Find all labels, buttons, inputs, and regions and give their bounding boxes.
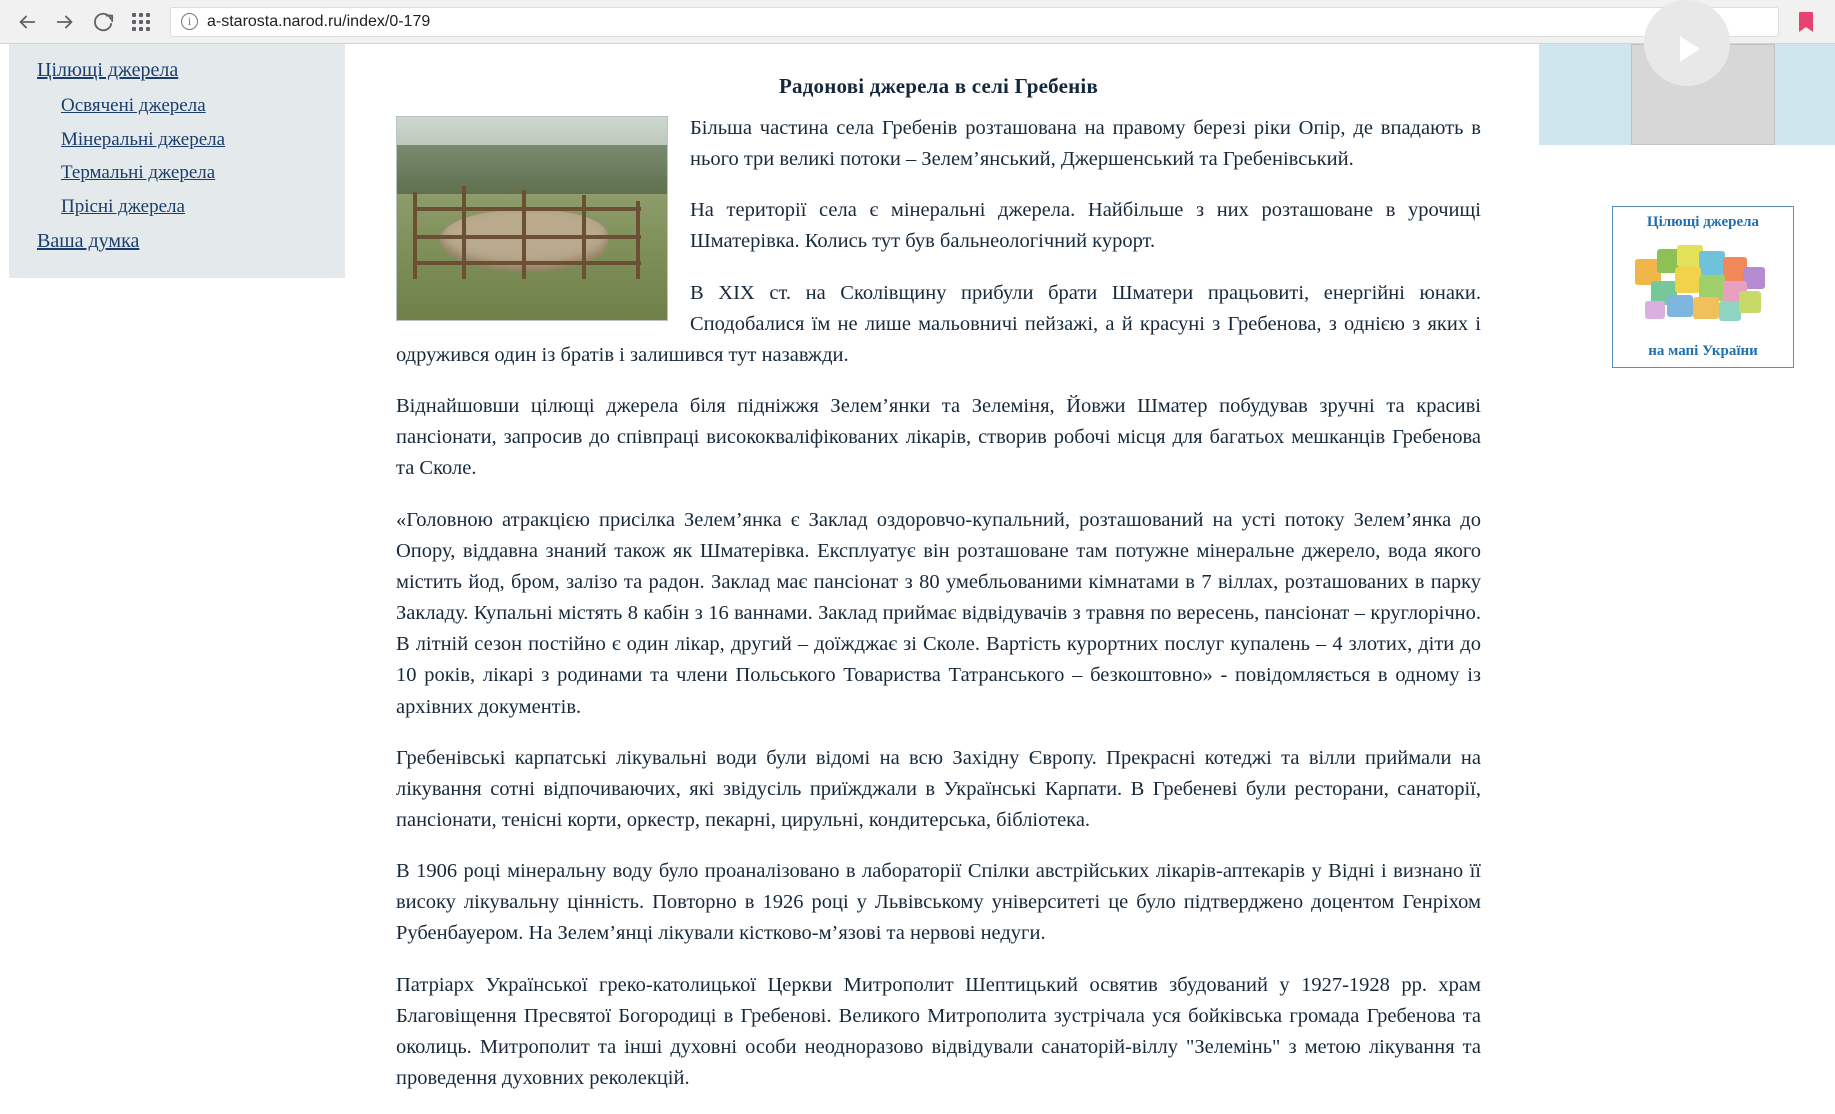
sidebar-navigation <box>9 44 345 278</box>
article <box>396 74 1481 1114</box>
article-lead-block <box>396 113 1481 371</box>
healing-springs-map-banner[interactable] <box>1612 206 1794 368</box>
forward-arrow-icon[interactable] <box>48 5 82 39</box>
back-arrow-icon[interactable] <box>10 5 44 39</box>
play-button-icon[interactable] <box>1644 0 1730 86</box>
browser-toolbar <box>0 0 1835 44</box>
sidebar-item-healing-springs[interactable]: Цілющі джерела <box>37 59 179 81</box>
article-paragraph: Більша частина села Гребенів розташована на правому березі ріки Опір, де впадають в нього три великі потоки – Зелем’янський, Джершенський та Гребенівський. <box>690 117 1481 171</box>
page-title: Радонові джерела в селі Гребенів <box>779 74 1098 98</box>
article-paragraph: Патріарх Української греко-католицької Церкви Митрополит Шептицький освятив збудований у 1927-1928 рр. храм Благовіщення Пресвятої Богородиці в Гребенові. Великого Митрополита зустрічала уся бойківська громада Гребенова та околиць. Митрополит та інші духовні особи неодноразово відвідували санаторій-віллу "Зелемінь" з метою лікування та проведення духовних реколекцій. <box>396 973 1481 1090</box>
right-rail <box>1535 44 1835 959</box>
bookmark-ribbon-icon[interactable] <box>1791 5 1825 39</box>
sidebar-item-consecrated-springs[interactable]: Освячені джерела <box>61 95 206 116</box>
sidebar-item-mineral-springs[interactable]: Мінеральні джерела <box>61 128 226 150</box>
banner-title: Цілющі джерела <box>1646 214 1760 230</box>
photo-wooden-fence <box>408 186 656 279</box>
address-bar[interactable] <box>170 7 1779 37</box>
article-paragraph: В 1906 році мінеральну воду було проаналізовано в лабораторії Спілки австрійських лікарів-аптекарів у Відні і визнано її високу лікувальну цінність. Повторно в 1926 році у Львівському університеті це було підтверджено доцентом Генріхом Рубенбауером. На Зелем’янці лікували кістково-м’язові та нервові недуги. <box>396 860 1481 945</box>
apps-grid-icon[interactable] <box>124 5 158 39</box>
web-page <box>0 44 1835 1090</box>
address-bar-url: a-starosta.narod.ru/index/0-179 <box>207 12 431 30</box>
banner-subtitle: на мапі України <box>1648 343 1758 359</box>
article-paragraph: Гребенівські карпатські лікувальні води були відомі на всю Західну Європу. Прекрасні котеджі та вілли приймали на лікування сотні відпочиваючих, які звідусіль приїжджали в Українські Карпати. В Гребеневі були ресторани, санаторії, пансіонати, тенісні корти, оркестр, пекарні, цирульні, кондитерська, бібліотека. <box>396 746 1481 831</box>
article-photo <box>396 116 668 321</box>
video-widget[interactable] <box>1539 44 1835 145</box>
play-triangle <box>1680 36 1700 62</box>
article-paragraph: Віднайшовши цілющі джерела біля підніжжя Зелем’янки та Зелеміня, Йовжи Шматер побудував зручні та красиві пансіонати, запросив до співпраці висококваліфікованих лікарів, створив робочі місця для багатьох мешканців Гребенова та Сколе. <box>396 395 1481 480</box>
article-paragraph: В ХIХ ст. на Сколівщину прибули брати Шматери працьовиті, енергійні юнаки. Сподобалися їм не лише мальовничі пейзажі, а й красуні з Гребенова, з однією з яких і одружився один із братів і залишився тут назавжди. <box>396 281 1481 366</box>
sidebar-item-thermal-springs[interactable]: Термальні джерела <box>61 162 216 184</box>
sidebar-item-fresh-springs[interactable]: Прісні джерела <box>61 195 185 217</box>
site-information-icon[interactable]: i <box>181 13 198 30</box>
ukraine-map-icon <box>1627 237 1779 333</box>
reload-icon[interactable] <box>86 5 120 39</box>
article-paragraph: «Головною атракцією присілка Зелем’янка є Заклад оздоровчо-купальний, розташований на усті потоку Зелем’янка до Опору, віддавна знаний також як Шматерівка. Експлуатує він розташоване там потужне мінеральне джерело, вода якого містить йод, бром, залізо та радон. Заклад має пансіонат з 80 умебльованими кімнатами в 7 віллах, розташованих в парку Закладу. Купальні містять 8 кабін з 16 ваннами. Заклад приймає відвідувачів з травня по вересень, пансіонат – круглорічно. В літній сезон постійно є один лікар, другий – доїжджає зі Сколе. Вартість курортних послуг купалень – 4 злотих, діти до 10 років, лікарі з родинами та члени Польського Товариства Татранського – безкоштовно» - повідомляється в одному із архівних документів. <box>396 508 1481 718</box>
sidebar-item-your-opinion[interactable]: Ваша думка <box>37 230 140 253</box>
article-paragraph: На території села є мінеральні джерела. Найбільше з них розташоване в урочищі Шматерівка. Колись тут був бальнеологічний курорт. <box>690 199 1481 253</box>
